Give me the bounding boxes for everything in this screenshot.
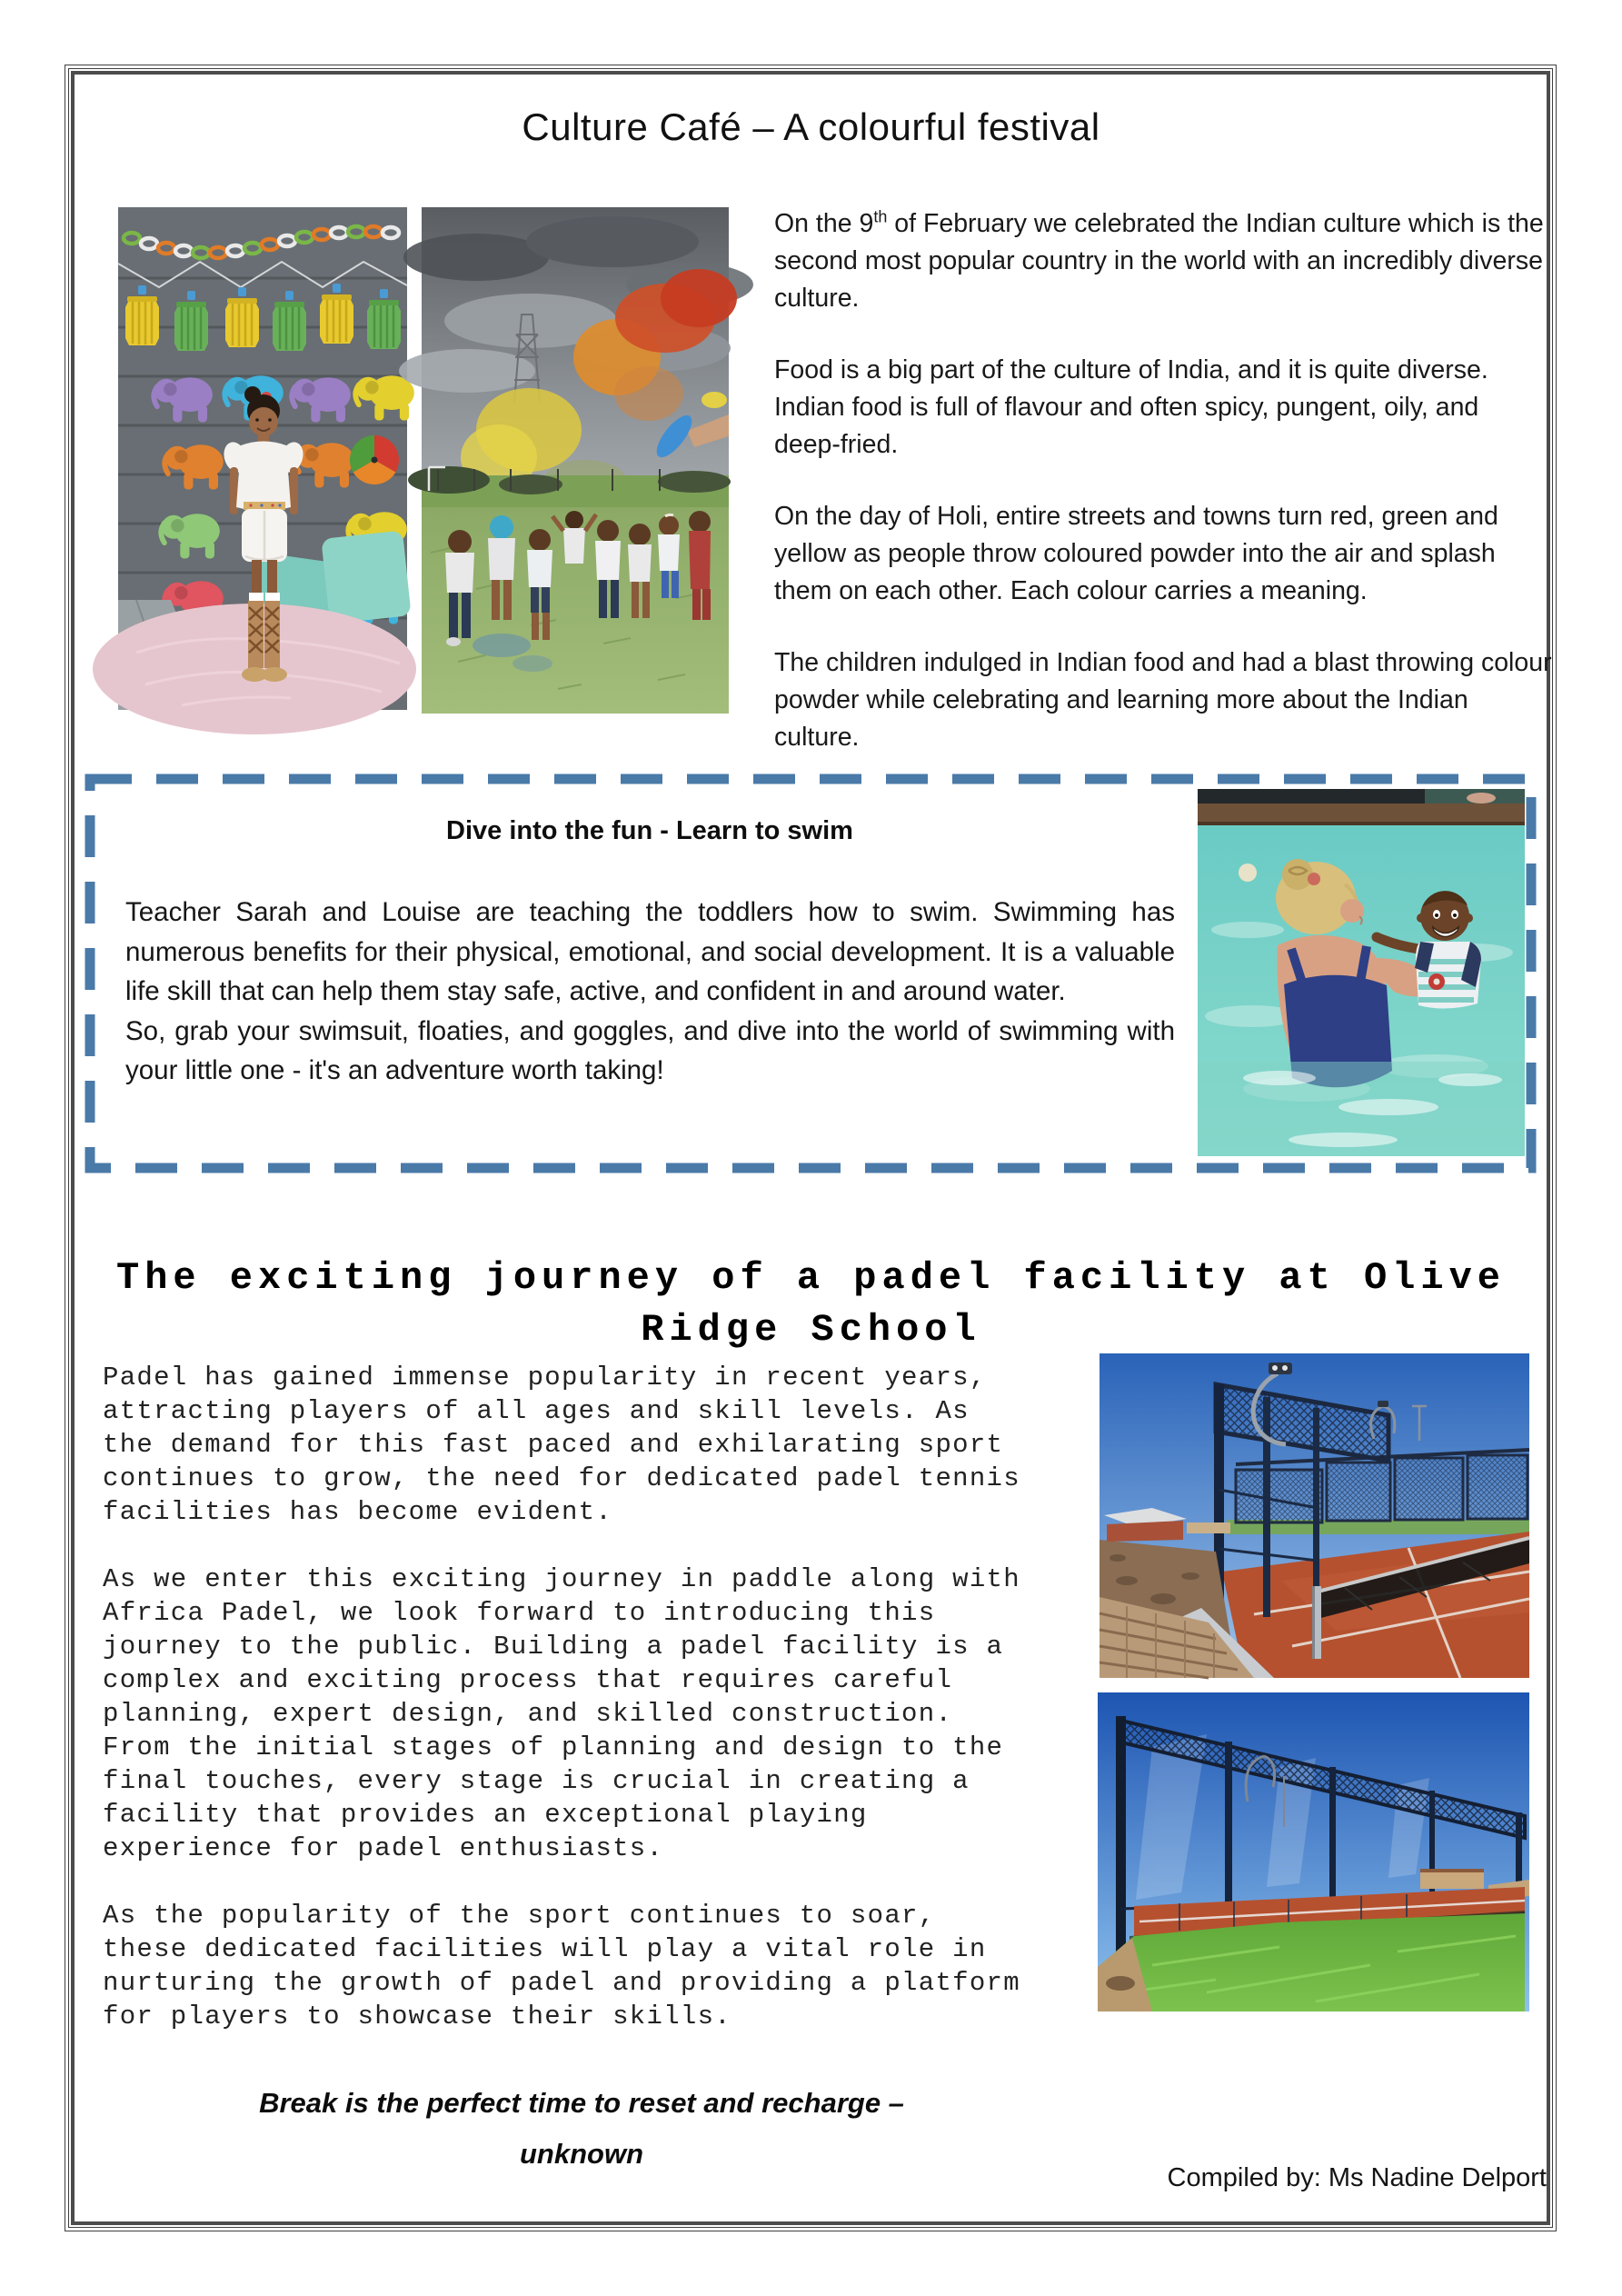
closing-quote-line1: Break is the perfect time to reset and recharge – [259,2087,904,2119]
swim-heading: Dive into the fun - Learn to swim [446,816,853,845]
culture-paragraph-1: On the 9th of February we celebrated the Indian culture which is the second most popular country in the world with an incredibly diverse culture. [774,207,1544,313]
photo-swim-lesson [1198,789,1525,1156]
padel-heading [0,1253,1622,1352]
padel-paragraph-1: Padel has gained immense popularity in recent years, attracting players of all ages and skill levels. As the demand for this fast paced and exhilarating sport continues to grow, the need for dedicated padel tennis facilities has become evident. [103,1363,1020,1527]
culture-paragraph-3: On the day of Holi, entire streets and towns turn red, green and yellow as people throw coloured powder into the air and splash them on each other. Each colour carries a meaning. [774,502,1498,605]
swim-paragraph-2: So, grab your swimsuit, floaties, and goggles, and dive into the world of swimming with your little one - it's an adventure worth taking! [125,1015,1175,1085]
compiled-by-credit: Compiled by: Ms Nadine Delport [1167,2163,1547,2192]
culture-article [774,205,1552,791]
photo-holi-powder-play [422,207,729,714]
superscript-th: th [873,207,888,226]
culture-paragraph-4: The children indulged in Indian food and had a blast throwing colour powder while celebrating and learning more about the Indian culture. [774,648,1552,752]
culture-paragraph-2: Food is a big part of the culture of India, and it is quite diverse. Indian food is full of flavour and often spicy, pungent, oily, and deep-fried. [774,355,1488,459]
padel-paragraph-3: As the popularity of the sport continues to soar, these dedicated facilities will play a vital role in nurturing the growth of padel and providing a platform for players to showcase their skills. [103,1901,1020,2031]
swim-paragraph-1: Teacher Sarah and Louise are teaching the toddlers how to swim. Swimming has numerous benefits for their physical, emotional, and social development. It is a valuable life skill that can help them stay safe, active, and confident in and around water. [125,897,1175,1006]
padel-heading-line1: The exciting journey of a padel facility at Olive [115,1256,1506,1300]
padel-heading-line2: Ridge School [641,1308,981,1352]
photo-padel-construction [1100,1353,1529,1678]
padel-paragraph-2: As we enter this exciting journey in paddle along with Africa Padel, we look forward to introducing this journey to the public. Building a padel facility is a complex and exciting process that requires careful planning, expert design, and skilled construction. From the initial stages of planning and design to the final touches, every stage is crucial in creating a facility that provides an exceptional playing experience for padel enthusiasts. [103,1564,1020,1863]
closing-quote [100,2078,1063,2180]
page-title: Culture Café – A colourful festival [522,105,1100,148]
closing-quote-line2: unknown [519,2138,644,2170]
photo-girl-elephant-wall [118,207,407,710]
photo-padel-turf [1098,1692,1529,2011]
padel-article [103,1361,1024,2067]
swim-article [125,893,1175,1091]
